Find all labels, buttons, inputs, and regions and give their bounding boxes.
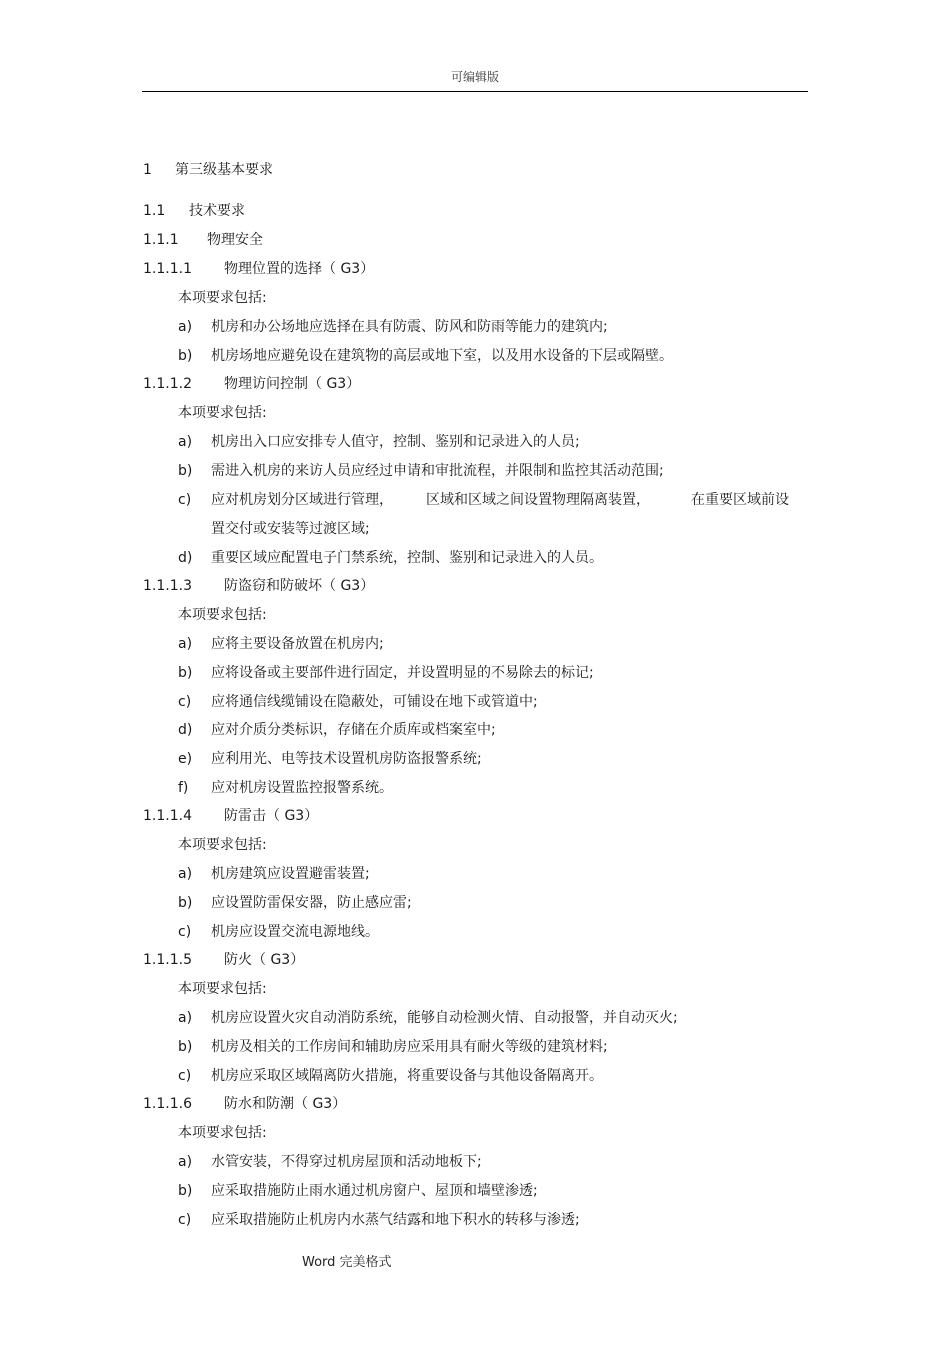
heading-title: 技术要求 xyxy=(189,203,245,219)
section-title: 防盗窃和防破坏（ G3） xyxy=(224,578,375,594)
item-text: 应利用光、电等技术设置机房防盗报警系统; xyxy=(211,751,482,767)
section-number: 1.1.1.1 xyxy=(143,261,192,277)
item-label: b) xyxy=(178,1039,193,1055)
item-text-segment: 区域和区域之间设置物理隔离装置， xyxy=(426,492,650,508)
item-text: 应将设备或主要部件进行固定，并设置明显的不易除去的标记; xyxy=(211,665,594,681)
item-label: a) xyxy=(178,636,193,652)
item-text: 机房场地应避免设在建筑物的高层或地下室，以及用水设备的下层或隔壁。 xyxy=(211,348,673,364)
item-label: b) xyxy=(178,348,193,364)
item-label: b) xyxy=(178,895,193,911)
item-label: a) xyxy=(178,434,193,450)
heading-title: 第三级基本要求 xyxy=(175,162,273,178)
item-label: a) xyxy=(178,319,193,335)
item-text: 应设置防雷保安器，防止感应雷; xyxy=(211,895,412,911)
item-label: b) xyxy=(178,665,193,681)
section-number: 1.1.1.5 xyxy=(143,952,192,968)
intro-text: 本项要求包括: xyxy=(178,981,267,997)
item-label: d) xyxy=(178,550,193,566)
item-label: a) xyxy=(178,1010,193,1026)
item-label: c) xyxy=(178,492,192,508)
intro-text: 本项要求包括: xyxy=(178,1125,267,1141)
item-text: 重要区域应配置电子门禁系统，控制、鉴别和记录进入的人员。 xyxy=(211,550,603,566)
item-label: f) xyxy=(178,780,189,796)
item-label: c) xyxy=(178,694,192,710)
item-label: c) xyxy=(178,1212,192,1228)
item-text: 机房出入口应安排专人值守，控制、鉴别和记录进入的人员; xyxy=(211,434,580,450)
section-title: 防火（ G3） xyxy=(224,952,305,968)
item-label: e) xyxy=(178,751,193,767)
section-title: 物理位置的选择（ G3） xyxy=(224,261,375,277)
item-text: 应采取措施防止雨水通过机房窗户、屋顶和墙壁渗透; xyxy=(211,1183,538,1199)
section-title: 防水和防潮（ G3） xyxy=(224,1096,347,1112)
header-divider xyxy=(142,91,808,92)
item-text: 需进入机房的来访人员应经过申请和审批流程，并限制和监控其活动范围; xyxy=(211,463,664,479)
item-label: d) xyxy=(178,722,193,738)
item-text: 应将主要设备放置在机房内; xyxy=(211,636,384,652)
page-header: 可编辑版 xyxy=(450,70,499,84)
item-continuation: 置交付或安装等过渡区域; xyxy=(211,521,370,537)
heading-number: 1.1 xyxy=(143,203,166,219)
item-text: 应对机房设置监控报警系统。 xyxy=(211,780,393,796)
item-label: b) xyxy=(178,463,193,479)
item-text: 水管安装，不得穿过机房屋顶和活动地板下; xyxy=(211,1154,482,1170)
intro-text: 本项要求包括: xyxy=(178,405,267,421)
section-number: 1.1.1.2 xyxy=(143,376,192,392)
item-text: 机房应采取区域隔离防火措施，将重要设备与其他设备隔离开。 xyxy=(211,1068,603,1084)
section-number: 1.1.1.6 xyxy=(143,1096,192,1112)
item-text-segment: 在重要区域前设 xyxy=(691,492,789,508)
item-text: 应将通信线缆铺设在隐蔽处，可铺设在地下或管道中; xyxy=(211,694,538,710)
item-label: b) xyxy=(178,1183,193,1199)
section-number: 1.1.1.3 xyxy=(143,578,192,594)
item-text: 应采取措施防止机房内水蒸气结露和地下积水的转移与渗透; xyxy=(211,1212,580,1228)
item-text: 机房建筑应设置避雷装置; xyxy=(211,866,370,882)
section-title: 防雷击（ G3） xyxy=(224,808,319,824)
intro-text: 本项要求包括: xyxy=(178,607,267,623)
item-text: 机房和办公场地应选择在具有防震、防风和防雨等能力的建筑内; xyxy=(211,319,608,335)
heading-title: 物理安全 xyxy=(207,232,263,248)
page-footer: Word 完美格式 xyxy=(302,1255,392,1270)
item-text: 应对介质分类标识，存储在介质库或档案室中; xyxy=(211,722,496,738)
section-title: 物理访问控制（ G3） xyxy=(224,376,361,392)
item-label: a) xyxy=(178,1154,193,1170)
item-label: c) xyxy=(178,924,192,940)
item-label: a) xyxy=(178,866,193,882)
item-text: 机房应设置交流电源地线。 xyxy=(211,924,379,940)
item-text: 机房应设置火灾自动消防系统，能够自动检测火情、自动报警，并自动灭火; xyxy=(211,1010,678,1026)
intro-text: 本项要求包括: xyxy=(178,837,267,853)
heading-number: 1.1.1 xyxy=(143,232,179,248)
item-label: c) xyxy=(178,1068,192,1084)
heading-number: 1 xyxy=(143,162,152,178)
section-number: 1.1.1.4 xyxy=(143,808,192,824)
intro-text: 本项要求包括: xyxy=(178,290,267,306)
item-text-segment: 应对机房划分区域进行管理， xyxy=(211,492,393,508)
item-text: 机房及相关的工作房间和辅助房应采用具有耐火等级的建筑材料; xyxy=(211,1039,608,1055)
